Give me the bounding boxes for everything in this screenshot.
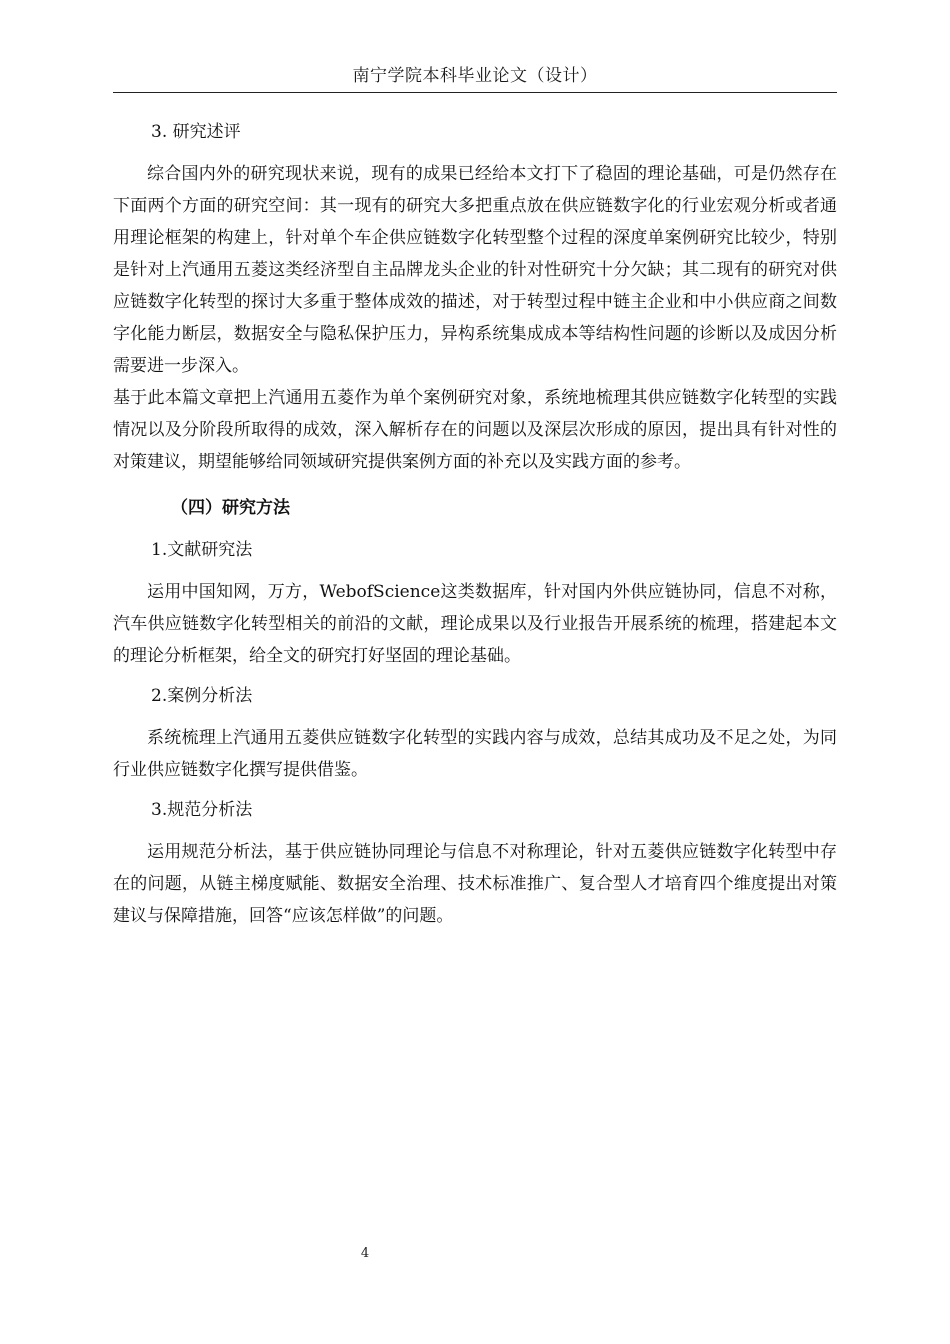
method-normative-paragraph: 运用规范分析法，基于供应链协同理论与信息不对称理论，针对五菱供应链数字化转型中存在的问题，从链主梯度赋能、数据安全治理、技术标准推广、复合型人才培育四个维度提出对策建议与保障措施，回答“应该怎样做”的问题。 — [113, 842, 837, 926]
method-literature-heading: 1.文献研究法 — [151, 540, 253, 560]
research-review-heading: 3. 研究述评 — [151, 122, 241, 142]
method-case-heading: 2.案例分析法 — [151, 686, 253, 706]
research-methods-heading: （四）研究方法 — [171, 498, 290, 518]
research-review-paragraph: 综合国内外的研究现状来说，现有的成果已经给本文打下了稳固的理论基础，可是仍然存在下面两个方面的研究空间：其一现有的研究大多把重点放在供应链数字化的行业宏观分析或者通用理论框架的构建上，针对单个车企供应链数字化转型整个过程的深度单案例研究比较少，特别是针对上汽通用五菱这类经济型自主品牌龙头企业的针对性研究十分欠缺；其二现有的研究对供应链数字化转型的探讨大多重于整体成效的描述，对于转型过程中链主企业和中小供应商之间数字化能力断层，数据安全与隐私保护压力，异构系统集成成本等结构性问题的诊断以及成因分析需要进一步深入。 — [113, 164, 837, 376]
document-body — [113, 112, 837, 940]
method-case-paragraph: 系统梳理上汽通用五菱供应链数字化转型的实践内容与成效，总结其成功及不足之处，为同行业供应链数字化撰写提供借鉴。 — [113, 728, 837, 780]
research-review-paragraph-continued: 基于此本篇文章把上汽通用五菱作为单个案例研究对象，系统地梳理其供应链数字化转型的实践情况以及分阶段所取得的成效，深入解析存在的问题以及深层次形成的原因，提出具有针对性的对策建议，期望能够给同领域研究提供案例方面的补充以及实践方面的参考。 — [113, 388, 837, 472]
method-literature-paragraph: 运用中国知网，万方，WebofScience这类数据库，针对国内外供应链协同，信息不对称，汽车供应链数字化转型相关的前沿的文献，理论成果以及行业报告开展系统的梳理，搭建起本文的理论分析框架，给全文的研究打好坚固的理论基础。 — [113, 582, 837, 666]
page-number: 4 — [360, 1246, 370, 1261]
header-divider — [113, 92, 837, 93]
method-normative-heading: 3.规范分析法 — [151, 800, 253, 820]
running-header: 南宁学院本科毕业论文（设计） — [352, 66, 598, 86]
